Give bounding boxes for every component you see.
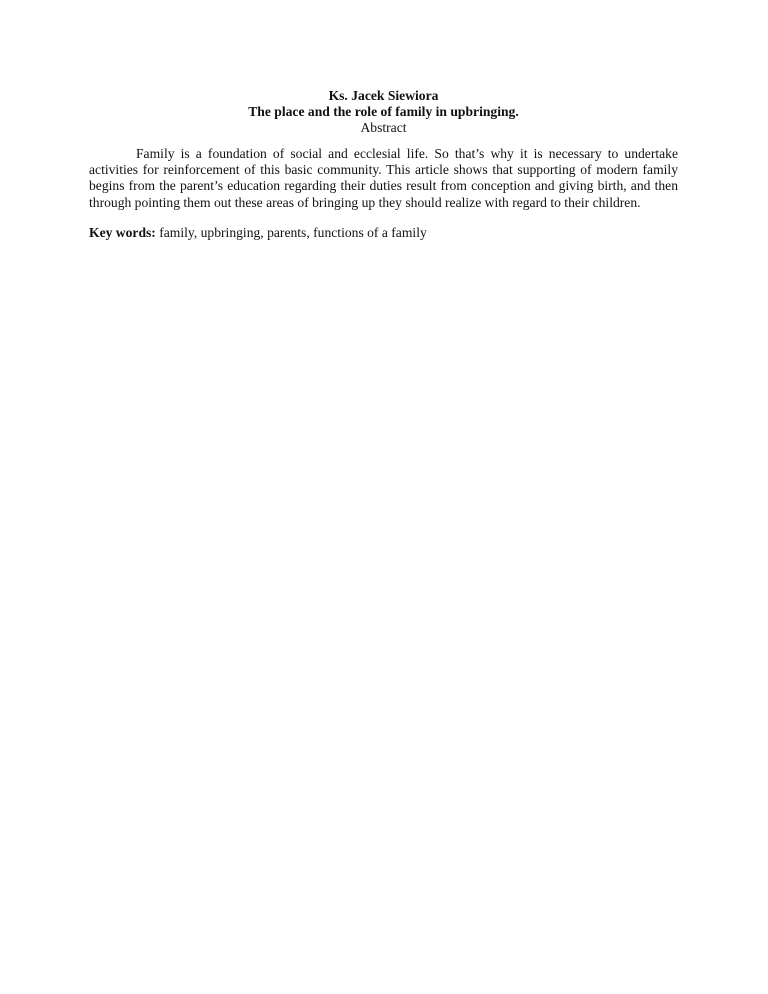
keywords-list: family, upbringing, parents, functions of a family <box>159 224 427 240</box>
document-page <box>89 88 678 254</box>
abstract-heading: Abstract <box>360 120 407 135</box>
document-header <box>89 88 678 136</box>
author-name: Ks. Jacek Siewiora <box>328 88 439 103</box>
document-title: The place and the role of family in upbringing. <box>248 104 519 119</box>
abstract-paragraph: Family is a foundation of social and ecclesial life. So that’s why it is necessary to undertake activities for reinforcement of this basic community. This article shows that supporting of modern family begins from the parent’s education regarding their duties result from conception and giving birth, and then through pointing them out these areas of bringing up they should realize with regard to their children. <box>89 146 678 210</box>
keywords-label: Key words: <box>89 224 156 240</box>
keywords-line <box>89 225 678 241</box>
